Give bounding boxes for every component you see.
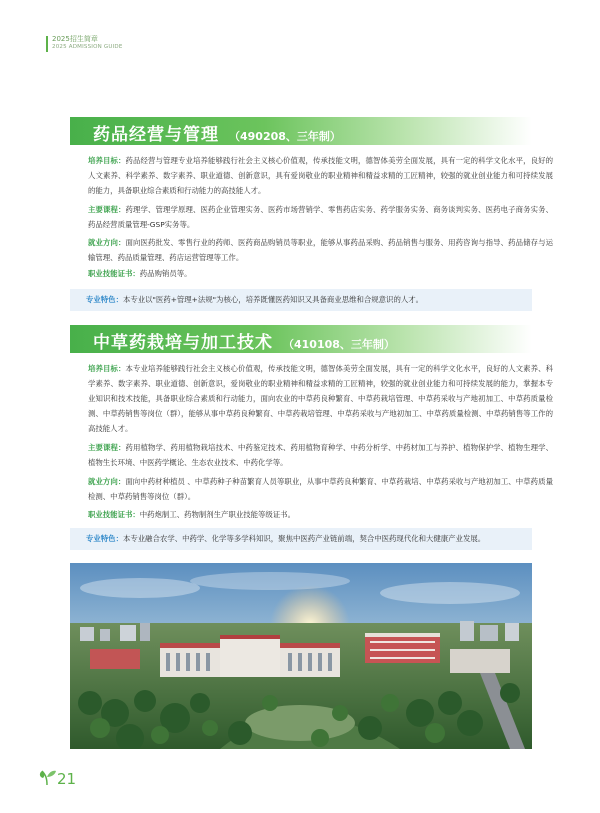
- paragraph-certificate: [70, 507, 553, 522]
- section-banner-chinese-herbs: [70, 325, 532, 353]
- feature-label: 专业特色：: [86, 534, 123, 543]
- paragraph-text: 药用植物学、药用植物栽培技术、中药鉴定技术、药用植物育种学、中药分析学、中药材加工与养护、植物保护学、植物生理学、植物生长环境、中医药学概论、生态农业技术、中药化学等。: [88, 443, 553, 467]
- paragraph-training-goal: [70, 361, 553, 436]
- feature-label: 专业特色：: [86, 295, 123, 304]
- header-title-cn: 2025招生简章: [52, 35, 98, 43]
- paragraph-label: 就业方向：: [88, 477, 126, 486]
- paragraph-employment: [70, 474, 553, 504]
- paragraph-label: 职业技能证书：: [88, 269, 140, 278]
- leaf-icon: [37, 766, 57, 786]
- feature-box: [70, 528, 532, 550]
- section-banner-pharma-management: [70, 117, 532, 145]
- paragraph-main-courses: [70, 202, 553, 232]
- paragraph-text: 药品购销员等。: [139, 269, 192, 278]
- section-title: 中草药栽培与加工技术: [93, 333, 273, 353]
- paragraph-certificate: [70, 266, 553, 281]
- page-number: 21: [57, 770, 77, 788]
- paragraph-employment: [70, 235, 553, 265]
- feature-text: 本专业以"医药+管理+法规"为核心，培养既懂医药知识又具备商业思维和合规意识的人才。: [122, 295, 424, 304]
- header-title-en: 2025 ADMISSION GUIDE: [52, 44, 123, 50]
- paragraph-text: 面向医药批发、零售行业的药师、医药商品购销员等职业，能够从事药品采购、药品销售与服务、用药咨询与指导、药品储存与运输管理、药品质量管理、药店运营管理等工作。: [88, 238, 553, 262]
- paragraph-text: 药理学、管理学原理、医药企业管理实务、医药市场营销学、零售药店实务、药学服务实务、商务谈判实务、医药电子商务实务、药品经营质量管理-GSP实务等。: [88, 205, 553, 229]
- paragraph-training-goal: [70, 153, 553, 198]
- paragraph-label: 主要课程：: [88, 443, 126, 452]
- paragraph-text: 面向中药材种植员 、中草药种子种苗繁育人员等职业，从事中草药良种繁育、中草药栽培、中草药采收与产地初加工、中草药质量检测、中草药销售等岗位（群）。: [88, 477, 553, 501]
- paragraph-label: 主要课程：: [88, 205, 126, 214]
- feature-box: [70, 289, 532, 311]
- paragraph-main-courses: [70, 440, 553, 470]
- paragraph-label: 培养目标：: [88, 364, 126, 373]
- section-title: 药品经营与管理: [93, 125, 219, 145]
- paragraph-text: 中药炮制工、药物制剂生产职业技能等级证书。: [139, 510, 295, 519]
- paragraph-label: 职业技能证书：: [88, 510, 140, 519]
- feature-text: 本专业融合农学、中药学、化学等多学科知识，聚焦中医药产业链前端，契合中医药现代化和大健康产业发展。: [122, 534, 486, 543]
- paragraph-text: 本专业培养能够践行社会主义核心价值观，传承技能文明，德智体美劳全面发展，具有一定的科学文化水平，良好的人文素养、科学素养、数字素养、职业道德、创新意识，爱岗敬业的职业精神和精益求精的工匠精神，较强的就业创业能力和可持续发展的能力，掌握本专业知识和技术技能，具备职业综合素质和行动能力，面向农业的中草药良种繁育、中草药栽培管理、中草药采收与产地初加工、中草药质量检测、中草药销售等岗位（群），能够从事中草药良种繁育、中草药栽培管理、中草药采收与产地初加工、中草药质量检测、中草药销售等工作的高技能人才。: [88, 364, 553, 433]
- paragraph-text: 药品经营与管理专业培养能够践行社会主义核心价值观，传承技能文明，德智体美劳全面发展，具有一定的科学文化水平，良好的人文素养、科学素养、数字素养、职业道德、创新意识，具有爱岗敬业的职业精神和精益求精的工匠精神，较强的就业创业能力和可持续发展的能力，具备职业综合素质和行动能力的高技能人才。: [88, 156, 553, 195]
- campus-aerial-photo: [70, 563, 532, 749]
- section-code: （410108、三年制）: [283, 338, 395, 351]
- paragraph-label: 就业方向：: [88, 238, 126, 247]
- section-code: （490208、三年制）: [229, 130, 341, 143]
- paragraph-label: 培养目标：: [88, 156, 126, 165]
- header-accent-bar: [46, 36, 48, 52]
